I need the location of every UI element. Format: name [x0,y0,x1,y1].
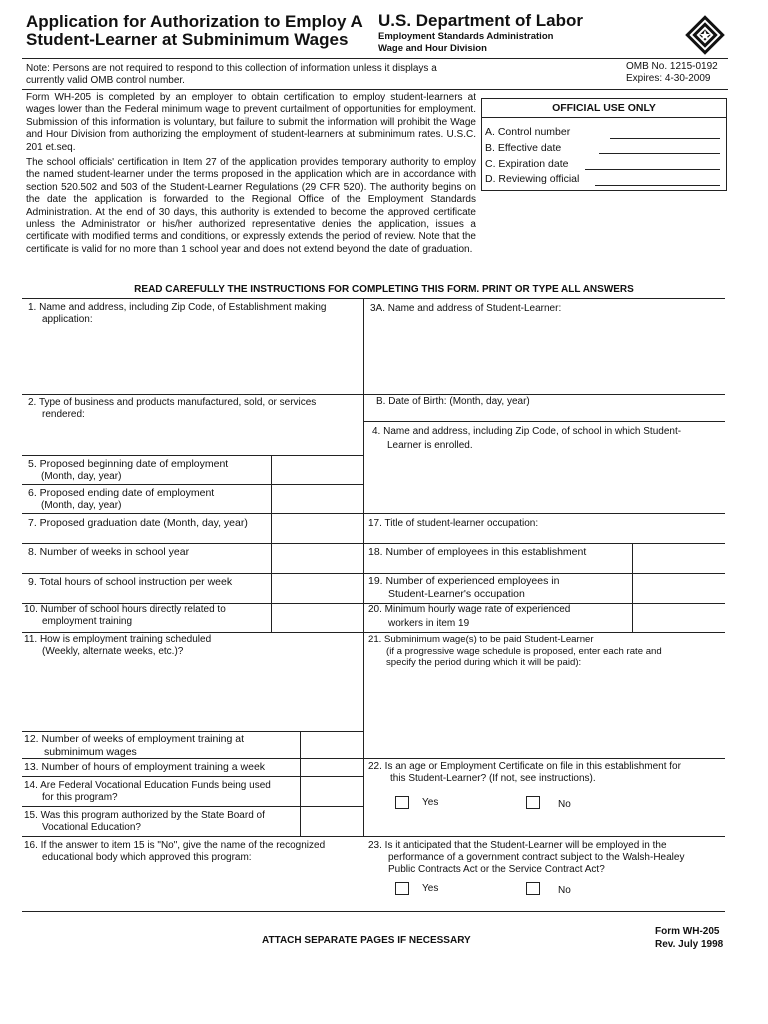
field-12-label-line1: 12. Number of weeks of employment training at [24,733,245,745]
field-15-input[interactable] [302,808,361,835]
field-23-label-line2: performance of a government contract subject to the Walsh-Healey [388,852,685,863]
field-5-input[interactable] [273,457,361,483]
field-1-label-line1: 1. Name and address, including Zip Code, of Establishment making [28,302,327,313]
grid-line [22,394,363,395]
field-13-input[interactable] [302,760,361,775]
grid-line [271,603,272,632]
field-21-label-line3: specify the period during which it will be paid): [386,657,582,668]
field-18-label: 18. Number of employees in this establishment [368,546,587,558]
field-22-no-label: No [558,799,571,810]
grid-line [22,758,725,759]
field-2-input[interactable] [24,422,360,452]
grid-line [363,394,725,395]
field-7-label: 7. Proposed graduation date (Month, day, year) [28,517,248,529]
department-name: U.S. Department of Labor [378,11,583,30]
field-23-label-line1: 23. Is it anticipated that the Student-Learner will be employed in the [368,840,667,851]
field-18-input[interactable] [634,545,722,571]
grid-line [22,573,725,574]
field-19-label-line1: 19. Number of experienced employees in [368,575,560,587]
dol-diamond-logo-icon [683,13,727,57]
field-19-label [368,575,559,600]
field-20-label [368,604,570,630]
field-3a-label: 3A. Name and address of Student-Learner: [370,303,562,314]
grid-line [632,603,633,632]
field-14-label-line1: 14. Are Federal Vocational Education Funds being used [24,780,271,791]
field-20-label-line1: 20. Minimum hourly wage rate of experienced [368,604,571,615]
field-23-label [368,840,684,876]
field-17-label: 17. Title of student-learner occupation: [368,518,539,529]
field-11-label [24,634,211,658]
purpose-paragraph: Form WH-205 is completed by an employer to obtain certification to employ student-learners at wages lower than the Federal minimum wage to prevent curtailment of opportunities for employment. Submission of this information is voluntary, but failure to submit the information will prohibit the Wage and Hour Division from authorizing the employment of student-learners at subminimum rates. U.S.C. 201 et.seq. [26,92,476,153]
official-expiration-date-field[interactable] [585,169,720,170]
form-number-block [655,925,723,951]
omb-expires: Expires: 4-30-2009 [626,73,711,85]
grid-line [300,731,301,837]
field-6-label-line2: (Month, day, year) [41,499,122,511]
field-15-label-line2: Vocational Education? [42,822,141,833]
field-17-input[interactable] [560,515,722,541]
field-15-label [24,810,265,834]
omb-notice [26,63,496,88]
field-4-input[interactable] [366,455,722,511]
field-7-input[interactable] [273,515,361,541]
field-10-label [24,604,226,628]
official-reviewing-official-label: D. Reviewing official [485,173,580,185]
field-22-no-checkbox[interactable] [526,796,540,809]
field-22-label-line1: 22. Is an age or Employment Certificate on file in this establishment for [368,761,681,772]
field-21-input[interactable] [366,670,722,756]
field-21-label [368,634,662,669]
agency-line1: Employment Standards Administration [378,31,554,42]
grid-line [22,632,725,633]
field-1-label [28,302,358,326]
field-14-input[interactable] [302,778,361,805]
field-23-no-label: No [558,885,571,896]
official-control-number-field[interactable] [610,138,720,139]
instructions-heading: READ CAREFULLY THE INSTRUCTIONS FOR COMPLETING THIS FORM. PRINT OR TYPE ALL ANSWERS [134,284,634,295]
notice-divider [22,89,728,90]
grid-line [22,776,363,777]
field-4-label-line1: 4. Name and address, including Zip Code, of school in which Student- [372,426,682,437]
field-2-label-line2: rendered: [42,409,85,420]
field-3b-input[interactable] [366,408,722,420]
field-16-label-line1: 16. If the answer to item 15 is "No", give the name of the recognized [24,840,326,851]
grid-line [22,455,363,456]
official-effective-date-label: B. Effective date [485,142,562,154]
field-4-label [372,426,681,452]
field-22-yes-label: Yes [422,797,439,808]
grid-line [271,455,272,513]
omb-block [626,61,718,86]
field-1-input[interactable] [24,328,360,390]
field-12-input[interactable] [302,733,361,756]
field-23-no-checkbox[interactable] [526,882,540,895]
field-22-label-line2: this Student-Learner? (If not, see instructions). [390,773,596,784]
grid-line [271,513,272,543]
field-12-label [24,733,244,758]
grid-top [22,298,725,299]
field-10-label-line2: employment training [42,616,133,627]
grid-line [22,731,363,732]
field-2-label-line1: 2. Type of business and products manufactured, sold, or services [28,397,317,408]
field-23-yes-label: Yes [422,883,439,894]
official-control-number-label: A. Control number [485,126,571,138]
field-4-label-line2: Learner is enrolled. [387,440,473,451]
field-11-label-line2: (Weekly, alternate weeks, etc.)? [42,646,184,657]
form-revision: Rev. July 1998 [655,939,724,950]
grid-line [271,543,272,573]
field-14-label-line2: for this program? [42,792,118,803]
field-20-input[interactable] [634,605,722,630]
official-effective-date-field[interactable] [599,153,720,154]
form-number: Form WH-205 [655,926,720,937]
form-title-line2: Student-Learner at Subminimum Wages [26,30,349,49]
field-11-label-line1: 11. How is employment training scheduled [24,634,212,645]
field-23-yes-checkbox[interactable] [395,882,409,895]
grid-line [22,806,363,807]
field-8-label: 8. Number of weeks in school year [28,546,190,558]
grid-line [271,573,272,603]
field-13-label: 13. Number of hours of employment training a week [24,761,266,773]
field-16-label [24,840,325,864]
field-21-label-line2: (if a progressive wage schedule is proposed, enter each rate and [386,645,662,657]
omb-notice-line2: currently valid OMB control number. [26,75,185,87]
attach-pages-note: ATTACH SEPARATE PAGES IF NECESSARY [262,935,471,946]
field-10-label-line1: 10. Number of school hours directly related to [24,604,226,615]
official-expiration-date-label: C. Expiration date [485,158,569,170]
field-6-input[interactable] [273,486,361,512]
grid-line [22,836,725,837]
field-15-label-line1: 15. Was this program authorized by the State Board of [24,810,265,821]
field-16-input[interactable] [24,866,360,908]
field-3a-input[interactable] [366,318,722,390]
field-22-yes-checkbox[interactable] [395,796,409,809]
authority-paragraph: The school officials' certification in Item 27 of the application provides temporary authority to employ the named student-learner under the terms proposed in the application which are in accordance with section 520.502 and 503 of the Student-Learner Regulations (29 CFR 520). The authority begins on the date the application is forwarded to the Regional Office of the Employment Standards Administration. At the end of 30 days, this authority is extended to become the approved certificate unless the Administrator or his/her authorized representative denies the application, issues a certificate with modified terms and conditions, or expressly extends the period of review. Note that the certificate is valid for no more than 1 school year and does not extend beyond the date of graduation. [26,157,476,255]
field-5-label-line1: 5. Proposed beginning date of employment [28,458,229,470]
agency-line2: Wage and Hour Division [378,43,487,54]
grid-bottom [22,911,725,912]
field-23-label-line3: Public Contracts Act or the Service Contract Act? [388,864,605,875]
field-9-label: 9. Total hours of school instruction per week [28,576,233,588]
field-1-label-line2: application: [42,314,93,325]
field-3b-label: B. Date of Birth: (Month, day, year) [376,396,530,407]
field-11-input[interactable] [24,660,360,728]
field-19-input[interactable] [634,575,722,601]
omb-notice-line1: Note: Persons are not required to respond to this collection of information unless it displays a [26,63,437,74]
field-21-label-line1: 21. Subminimum wage(s) to be paid Student-Learner [368,634,594,645]
field-6-label [28,487,214,512]
header-divider [22,58,728,59]
field-5-label-line2: (Month, day, year) [41,470,122,482]
form-title [26,13,363,49]
grid-line [22,484,363,485]
field-22-label [368,761,681,785]
official-use-heading: OFFICIAL USE ONLY [552,102,656,114]
field-6-label-line1: 6. Proposed ending date of employment [28,487,215,499]
field-2-label [28,397,358,421]
field-20-label-line2: workers in item 19 [388,618,470,629]
field-12-label-line2: subminimum wages [44,745,137,758]
field-10-input[interactable] [273,605,361,630]
grid-line [363,421,725,422]
field-5-label [28,458,228,483]
agency-block [378,31,553,55]
field-16-label-line2: educational body which approved this program: [42,852,252,863]
field-8-input[interactable] [273,545,361,571]
field-9-input[interactable] [273,575,361,601]
form-title-line1: Application for Authorization to Employ A [26,12,363,31]
grid-center-divider [363,298,364,837]
official-reviewing-official-field[interactable] [595,185,720,186]
field-19-label-line2: Student-Learner's occupation [388,587,525,600]
omb-number: OMB No. 1215-0192 [626,61,718,72]
grid-line [22,513,725,514]
field-14-label [24,780,271,804]
grid-line [22,543,725,544]
